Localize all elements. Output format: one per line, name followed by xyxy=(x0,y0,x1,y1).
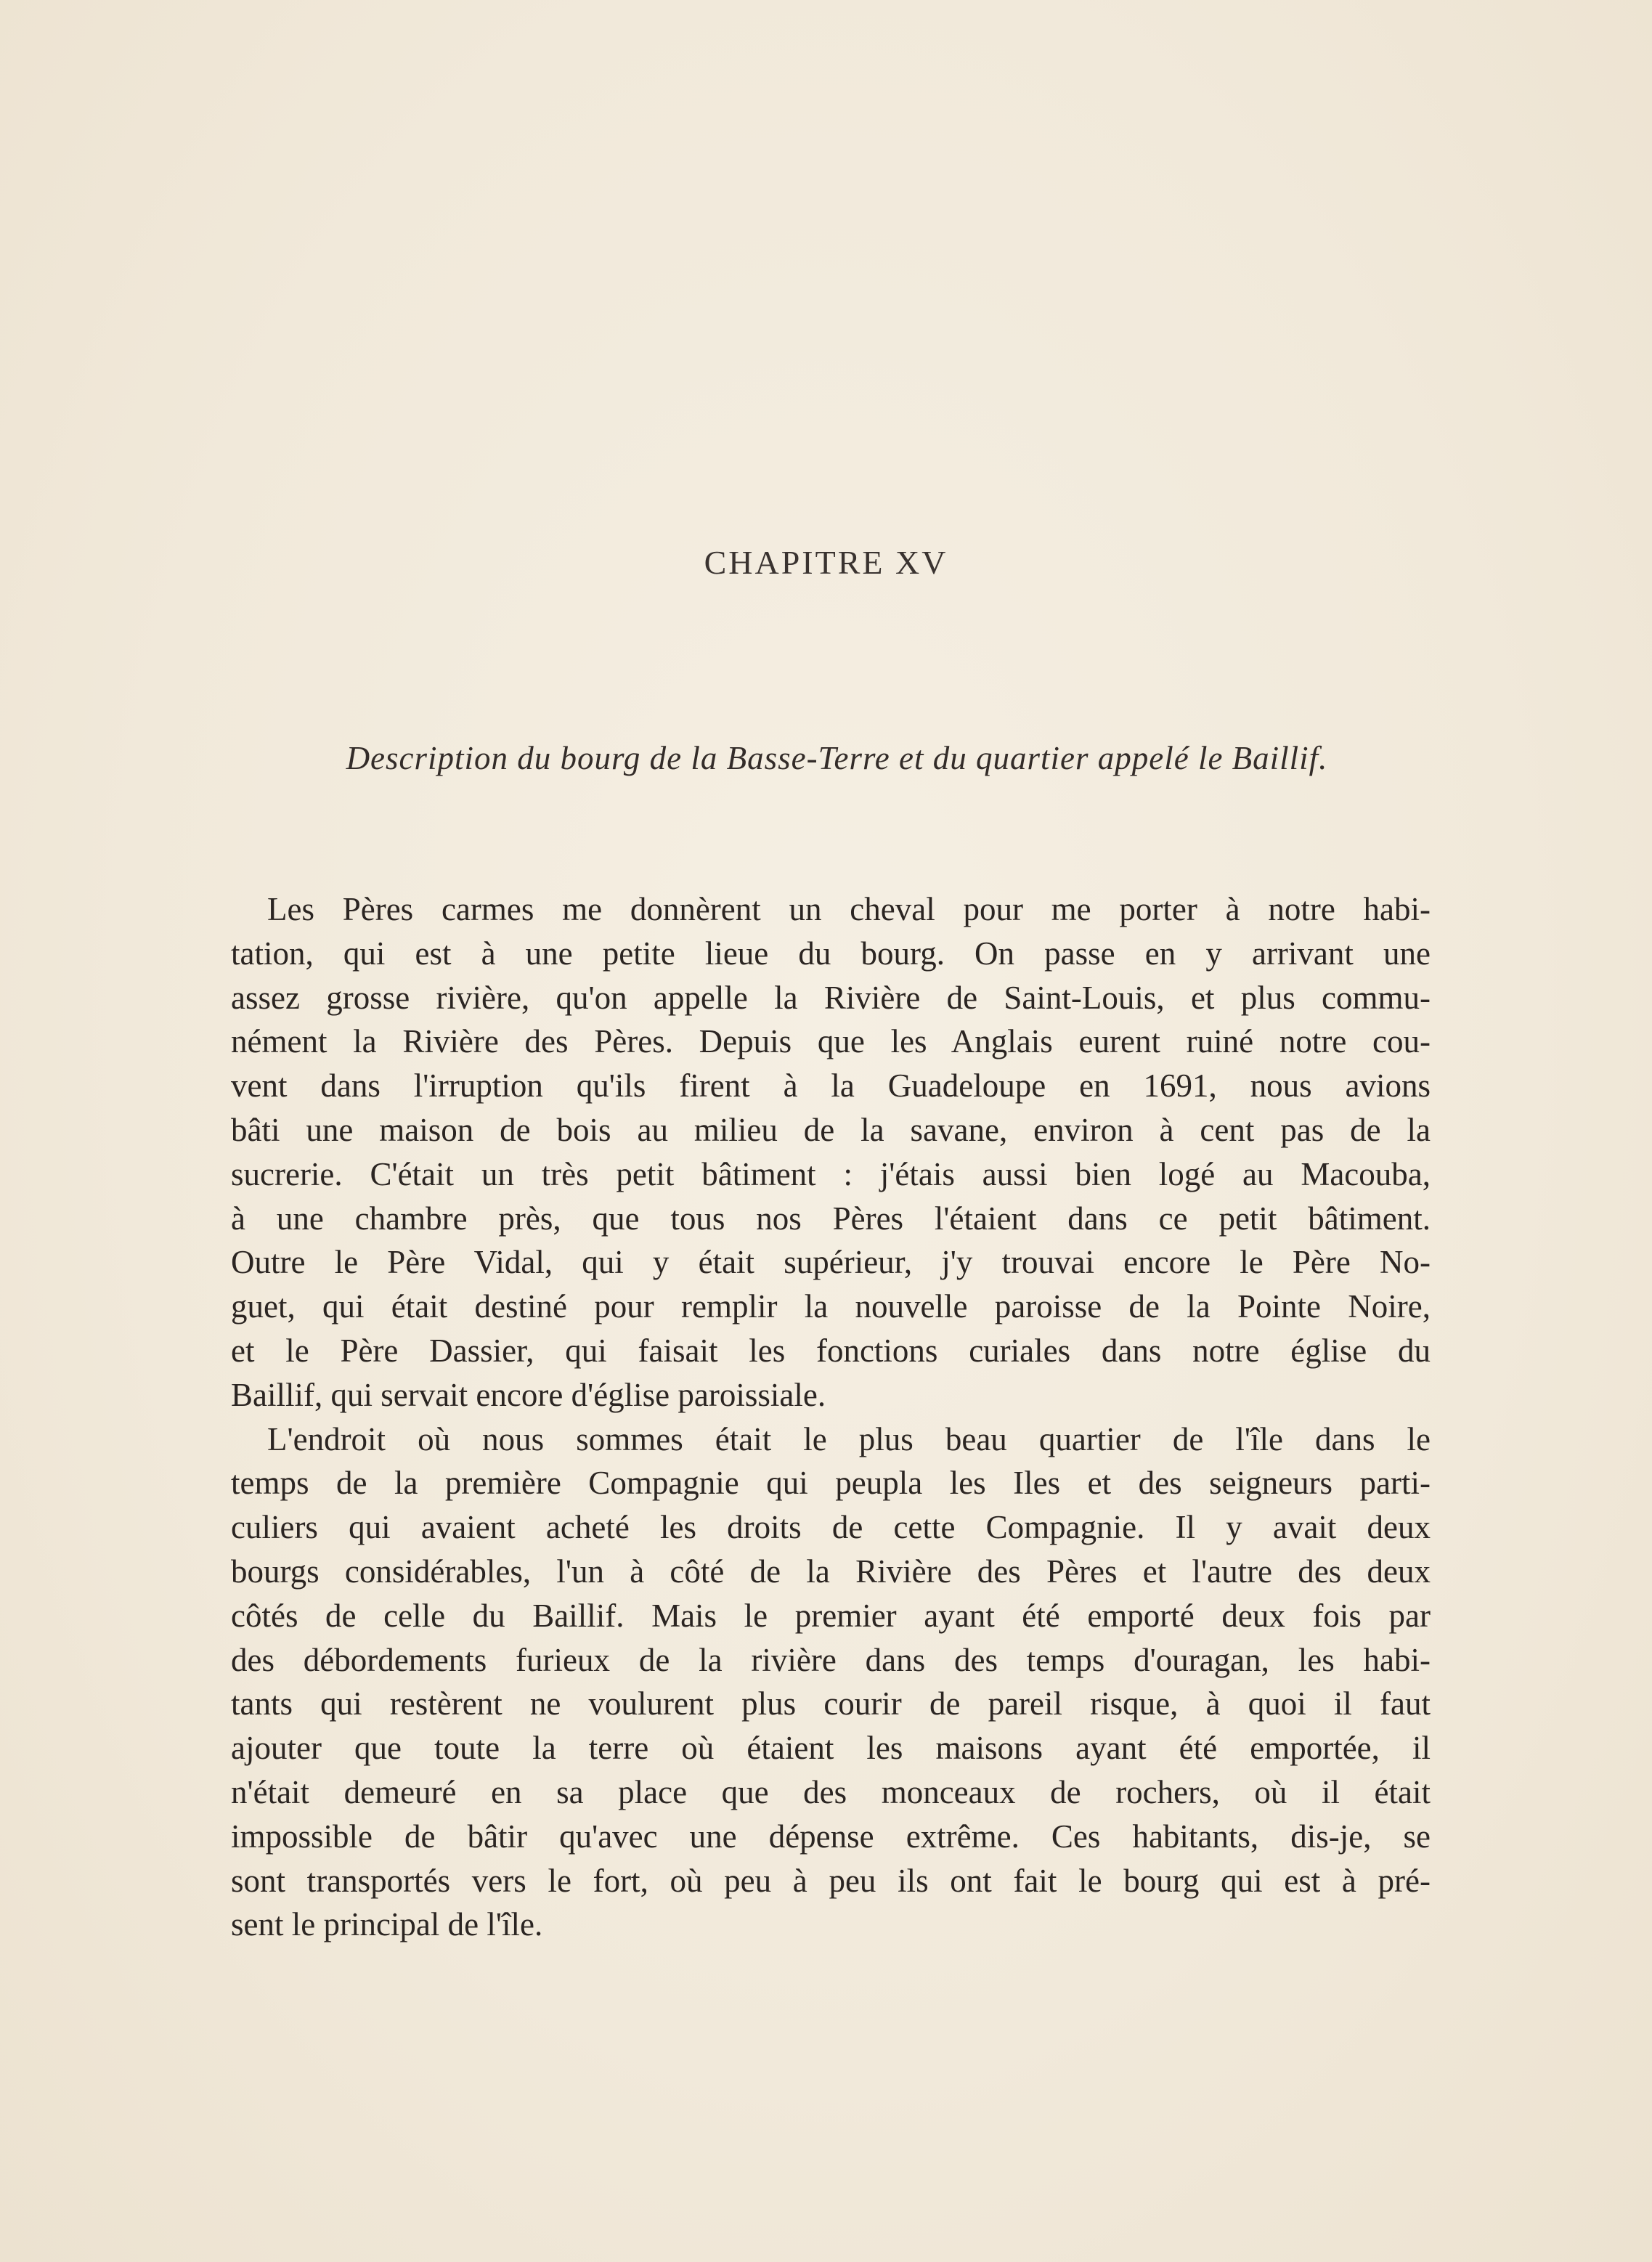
chapter-title: CHAPITRE XV xyxy=(704,544,948,581)
paragraph xyxy=(231,887,1431,1417)
body-text xyxy=(231,887,1431,1947)
text-line: bâti une maison de bois au milieu de la savane, environ à cent pas de la xyxy=(231,1111,1431,1148)
text-line: tants qui restèrent ne voulurent plus courir de pareil risque, à quoi il faut xyxy=(231,1685,1431,1722)
text-line: impossible de bâtir qu'avec une dépense extrême. Ces habitants, dis-je, se xyxy=(231,1818,1431,1855)
text-line: L'endroit où nous sommes était le plus beau quartier de l'île dans le xyxy=(267,1420,1431,1457)
text-line: guet, qui était destiné pour remplir la nouvelle paroisse de la Pointe Noire, xyxy=(231,1288,1431,1325)
text-line: tation, qui est à une petite lieue du bourg. On passe en y arrivant une xyxy=(231,935,1431,972)
text-line: Baillif, qui servait encore d'église paroissiale. xyxy=(231,1376,826,1413)
text-line: à une chambre près, que tous nos Pères l'étaient dans ce petit bâtiment. xyxy=(231,1200,1431,1237)
text-line: culiers qui avaient acheté les droits de cette Compagnie. Il y avait deux xyxy=(231,1509,1431,1546)
text-line: côtés de celle du Baillif. Mais le premier ayant été emporté deux fois par xyxy=(231,1597,1431,1634)
text-line: ajouter que toute la terre où étaient les maisons ayant été emportée, il xyxy=(231,1730,1431,1767)
text-line: des débordements furieux de la rivière dans des temps d'ouragan, les habi- xyxy=(231,1641,1431,1678)
text-line: et le Père Dassier, qui faisait les fonctions curiales dans notre église du xyxy=(231,1332,1431,1369)
text-line: Outre le Père Vidal, qui y était supérieur, j'y trouvai encore le Père No- xyxy=(231,1244,1431,1281)
text-line: sucrerie. C'était un très petit bâtiment : j'étais aussi bien logé au Macouba, xyxy=(231,1155,1431,1192)
text-line: sont transportés vers le fort, où peu à peu ils ont fait le bourg qui est à pré- xyxy=(231,1862,1431,1899)
text-line: Les Pères carmes me donnèrent un cheval pour me porter à notre habi- xyxy=(267,891,1431,927)
text-line: bourgs considérables, l'un à côté de la Rivière des Pères et l'autre des deux xyxy=(231,1553,1431,1590)
text-line: assez grosse rivière, qu'on appelle la Rivière de Saint-Louis, et plus commu- xyxy=(231,979,1431,1016)
text-line: temps de la première Compagnie qui peupla les Iles et des seigneurs parti- xyxy=(231,1465,1431,1502)
chapter-subtitle: Description du bourg de la Basse-Terre et du quartier appelé le Baillif. xyxy=(346,740,1328,776)
text-line: n'était demeuré en sa place que des monceaux de rochers, où il était xyxy=(231,1773,1431,1810)
text-line: vent dans l'irruption qu'ils firent à la Guadeloupe en 1691, nous avions xyxy=(231,1067,1431,1104)
text-line: nément la Rivière des Pères. Depuis que les Anglais eurent ruiné notre cou- xyxy=(231,1023,1431,1060)
text-line: sent le principal de l'île. xyxy=(231,1906,543,1943)
paragraph xyxy=(231,1417,1431,1948)
